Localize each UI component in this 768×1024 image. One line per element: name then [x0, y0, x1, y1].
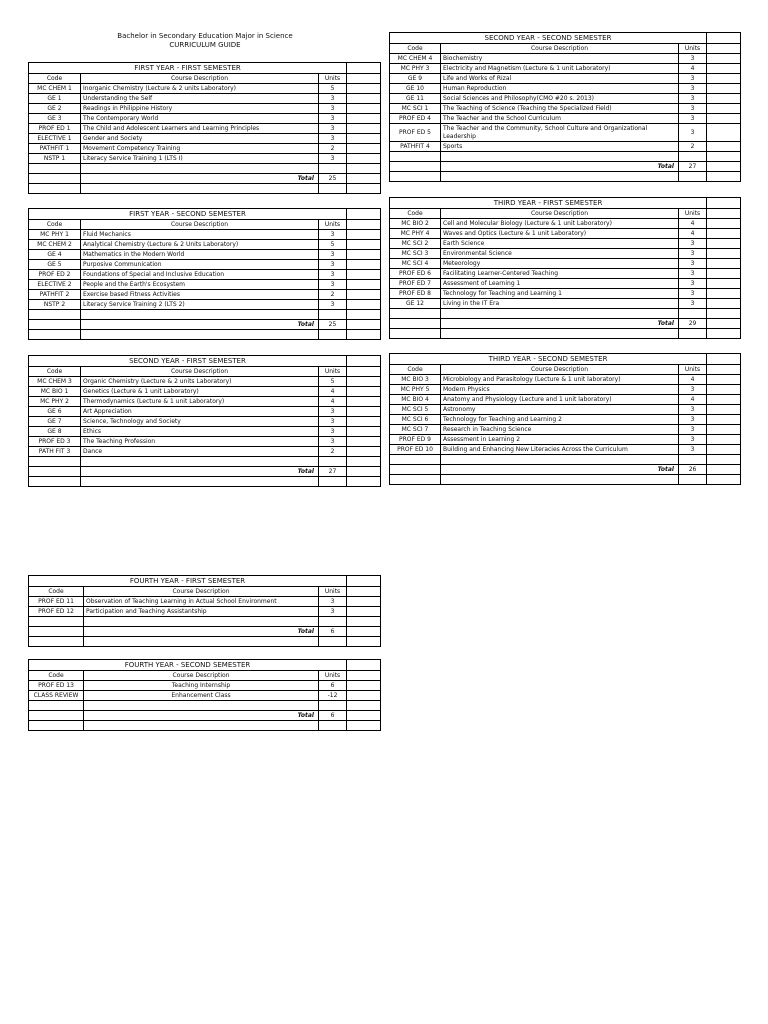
course-units: 3	[679, 385, 707, 395]
course-description: The Child and Adolescent Learners and Learning Principles	[81, 124, 319, 134]
col-header-description: Course Description	[441, 365, 679, 375]
semester-title: FOURTH YEAR - SECOND SEMESTER	[29, 660, 347, 671]
course-units: 4	[679, 395, 707, 405]
course-description: Mathematics in the Modern World	[81, 250, 319, 260]
course-units: 3	[679, 239, 707, 249]
course-code: GE 5	[29, 260, 81, 270]
table-row	[29, 437, 381, 447]
course-units: 3	[679, 435, 707, 445]
total-units: 29	[679, 319, 707, 329]
course-code: MC CHEM 1	[29, 84, 81, 94]
table-row	[29, 114, 381, 124]
course-code: PROF ED 8	[390, 289, 441, 299]
course-units: 3	[319, 427, 347, 437]
col-header-description: Course Description	[81, 367, 319, 377]
course-description: Anatomy and Physiology (Lecture and 1 unit laboratory)	[441, 395, 679, 405]
total-units: 6	[319, 711, 347, 721]
course-units: 3	[319, 114, 347, 124]
table-row	[29, 300, 381, 310]
semester-title: THIRD YEAR - FIRST SEMESTER	[390, 198, 707, 209]
course-units: 3	[319, 597, 347, 607]
course-units: 3	[319, 250, 347, 260]
course-units: 3	[679, 124, 707, 142]
col-header-code: Code	[29, 587, 84, 597]
course-code: GE 3	[29, 114, 81, 124]
course-code: ELECTIVE 2	[29, 280, 81, 290]
table-row	[390, 385, 741, 395]
course-code: MC SCI 1	[390, 104, 441, 114]
course-description: Literacy Service Training 2 (LTS 2)	[81, 300, 319, 310]
total-row	[390, 162, 741, 172]
course-description: The Teaching of Science (Teaching the Specialized Field)	[441, 104, 679, 114]
col-header-description: Course Description	[441, 44, 679, 54]
course-code: PROF ED 12	[29, 607, 84, 617]
table-row	[390, 435, 741, 445]
table-row	[29, 681, 381, 691]
course-description: The Teacher and the School Curriculum	[441, 114, 679, 124]
course-code: PATH FIT 3	[29, 447, 81, 457]
course-units: 3	[319, 134, 347, 144]
course-units: 3	[319, 270, 347, 280]
course-units: 3	[679, 54, 707, 64]
table-row	[29, 377, 381, 387]
semester-title: SECOND YEAR - SECOND SEMESTER	[390, 33, 707, 44]
course-units: 2	[319, 290, 347, 300]
table-row	[390, 299, 741, 309]
table-row	[29, 397, 381, 407]
course-code: PROF ED 10	[390, 445, 441, 455]
course-units: 3	[319, 104, 347, 114]
course-description: Art Appreciation	[81, 407, 319, 417]
course-units: -12	[319, 691, 347, 701]
course-units: 3	[679, 279, 707, 289]
table-row	[390, 445, 741, 455]
course-description: Modern Physics	[441, 385, 679, 395]
course-units: 4	[679, 219, 707, 229]
table-row	[29, 597, 381, 607]
course-description: Participation and Teaching Assistantship	[84, 607, 319, 617]
course-code: GE 9	[390, 74, 441, 84]
semester-title: THIRD YEAR - SECOND SEMESTER	[390, 354, 707, 365]
course-units: 3	[319, 407, 347, 417]
table-row	[390, 219, 741, 229]
course-description: Microbiology and Parasitology (Lecture & 1 unit laboratory)	[441, 375, 679, 385]
table-row	[29, 280, 381, 290]
course-code: MC BIO 3	[390, 375, 441, 385]
course-code: MC PHY 5	[390, 385, 441, 395]
table-row	[29, 270, 381, 280]
course-units: 3	[679, 114, 707, 124]
col-header-code: Code	[29, 74, 81, 84]
document-header	[30, 32, 380, 50]
course-code: PROF ED 5	[390, 124, 441, 142]
course-code: PROF ED 9	[390, 435, 441, 445]
table-row	[29, 144, 381, 154]
course-units: 4	[679, 64, 707, 74]
course-description: Assessment in Learning 2	[441, 435, 679, 445]
course-units: 3	[319, 417, 347, 427]
table-row	[390, 229, 741, 239]
table-row	[390, 425, 741, 435]
total-row	[29, 174, 381, 184]
course-code: GE 11	[390, 94, 441, 104]
course-units: 3	[319, 280, 347, 290]
total-row	[29, 711, 381, 721]
course-code: MC SCI 6	[390, 415, 441, 425]
course-description: Fluid Mechanics	[81, 230, 319, 240]
col-header-units: Units	[319, 587, 347, 597]
course-description: Biochemistry	[441, 54, 679, 64]
course-units: 3	[319, 94, 347, 104]
course-description: Astronomy	[441, 405, 679, 415]
table-row	[390, 124, 741, 142]
course-units: 4	[319, 397, 347, 407]
course-description: Human Reproduction	[441, 84, 679, 94]
table-row	[29, 250, 381, 260]
course-description: Sports	[441, 142, 679, 152]
course-description: Earth Science	[441, 239, 679, 249]
course-units: 4	[679, 375, 707, 385]
col-header-description: Course Description	[441, 209, 679, 219]
course-units: 3	[679, 425, 707, 435]
course-units: 3	[319, 260, 347, 270]
course-code: MC CHEM 3	[29, 377, 81, 387]
course-description: Social Sciences and Philosophy(CMO #20 s. 2013)	[441, 94, 679, 104]
total-row	[29, 320, 381, 330]
table-row	[29, 154, 381, 164]
semester-title: FIRST YEAR - SECOND SEMESTER	[29, 209, 347, 220]
course-units: 5	[319, 240, 347, 250]
col-header-units: Units	[319, 671, 347, 681]
course-code: MC SCI 2	[390, 239, 441, 249]
course-description: Movement Competency Training	[81, 144, 319, 154]
course-description: Technology for Teaching and Learning 1	[441, 289, 679, 299]
table-row	[390, 415, 741, 425]
course-units: 3	[319, 124, 347, 134]
table-row	[29, 387, 381, 397]
course-description: Genetics (Lecture & 1 unit Laboratory)	[81, 387, 319, 397]
course-units: 3	[679, 415, 707, 425]
col-header-units: Units	[679, 365, 707, 375]
table-row	[390, 142, 741, 152]
course-code: MC BIO 1	[29, 387, 81, 397]
total-units: 27	[319, 467, 347, 477]
course-units: 3	[679, 445, 707, 455]
course-code: CLASS REVIEW	[29, 691, 84, 701]
table-row	[390, 114, 741, 124]
course-code: ELECTIVE 1	[29, 134, 81, 144]
table-row	[390, 259, 741, 269]
course-description: Analytical Chemistry (Lecture & 2 Units Laboratory)	[81, 240, 319, 250]
course-code: MC PHY 2	[29, 397, 81, 407]
table-row	[390, 279, 741, 289]
course-description: Meteorology	[441, 259, 679, 269]
program-title: Bachelor in Secondary Education Major in Science	[117, 32, 293, 40]
table-row	[390, 395, 741, 405]
col-header-description: Course Description	[81, 74, 319, 84]
total-label: Total	[81, 320, 319, 330]
course-units: 3	[679, 94, 707, 104]
course-code: GE 6	[29, 407, 81, 417]
semester-title: FIRST YEAR - FIRST SEMESTER	[29, 63, 347, 74]
course-code: MC SCI 7	[390, 425, 441, 435]
course-units: 3	[679, 269, 707, 279]
col-header-code: Code	[29, 671, 84, 681]
course-description: Facilitating Learner-Centered Teaching	[441, 269, 679, 279]
course-description: Literacy Service Training 1 (LTS I)	[81, 154, 319, 164]
table-fourth-year-first-semester	[28, 575, 381, 647]
course-code: NSTP 1	[29, 154, 81, 164]
table-row	[390, 84, 741, 94]
course-code: MC SCI 5	[390, 405, 441, 415]
table-row	[29, 290, 381, 300]
course-description: Organic Chemistry (Lecture & 2 units Laboratory)	[81, 377, 319, 387]
course-code: PROF ED 6	[390, 269, 441, 279]
table-third-year-second-semester	[389, 353, 741, 485]
course-description: Cell and Molecular Biology (Lecture & 1 unit Laboratory)	[441, 219, 679, 229]
course-description: Purposive Communication	[81, 260, 319, 270]
table-row	[390, 289, 741, 299]
course-units: 2	[319, 144, 347, 154]
table-row	[29, 447, 381, 457]
table-row	[390, 94, 741, 104]
course-code: GE 4	[29, 250, 81, 260]
table-row	[390, 74, 741, 84]
table-row	[390, 54, 741, 64]
total-units: 25	[319, 174, 347, 184]
course-code: GE 8	[29, 427, 81, 437]
course-code: GE 2	[29, 104, 81, 114]
col-header-description: Course Description	[84, 587, 319, 597]
table-row	[390, 64, 741, 74]
course-units: 3	[319, 230, 347, 240]
col-header-units: Units	[679, 209, 707, 219]
table-row	[29, 84, 381, 94]
course-description: Electricity and Magnetism (Lecture & 1 unit Laboratory)	[441, 64, 679, 74]
course-code: PROF ED 7	[390, 279, 441, 289]
table-first-year-first-semester	[28, 62, 381, 194]
course-description: Inorganic Chemistry (Lecture & 2 units Laboratory)	[81, 84, 319, 94]
course-description: Life and Works of Rizal	[441, 74, 679, 84]
table-row	[29, 104, 381, 114]
course-description: Dance	[81, 447, 319, 457]
col-header-description: Course Description	[81, 220, 319, 230]
course-units: 4	[319, 387, 347, 397]
course-description: Foundations of Special and Inclusive Education	[81, 270, 319, 280]
table-row	[29, 427, 381, 437]
table-row	[390, 104, 741, 114]
course-description: Assessment of Learning 1	[441, 279, 679, 289]
course-code: MC PHY 1	[29, 230, 81, 240]
course-code: GE 10	[390, 84, 441, 94]
course-description: Enhancement Class	[84, 691, 319, 701]
total-units: 27	[679, 162, 707, 172]
col-header-units: Units	[319, 74, 347, 84]
course-code: MC SCI 4	[390, 259, 441, 269]
course-units: 3	[679, 104, 707, 114]
table-row	[29, 94, 381, 104]
course-units: 3	[679, 299, 707, 309]
total-units: 25	[319, 320, 347, 330]
course-units: 3	[319, 437, 347, 447]
course-description: Living in the IT Era	[441, 299, 679, 309]
course-units: 3	[679, 74, 707, 84]
col-header-code: Code	[29, 367, 81, 377]
course-units: 3	[319, 607, 347, 617]
total-row	[29, 467, 381, 477]
semester-title: SECOND YEAR - FIRST SEMESTER	[29, 356, 347, 367]
table-row	[29, 691, 381, 701]
course-description: Readings in Philippine History	[81, 104, 319, 114]
table-fourth-year-second-semester	[28, 659, 381, 731]
col-header-units: Units	[319, 220, 347, 230]
course-description: Science, Technology and Society	[81, 417, 319, 427]
course-units: 2	[319, 447, 347, 457]
course-description: Environmental Science	[441, 249, 679, 259]
course-description: People and the Earth's Ecosystem	[81, 280, 319, 290]
course-code: PATHFIT 4	[390, 142, 441, 152]
col-header-units: Units	[679, 44, 707, 54]
course-code: GE 7	[29, 417, 81, 427]
total-label: Total	[84, 711, 319, 721]
course-description: Technology for Teaching and Learning 2	[441, 415, 679, 425]
table-row	[390, 405, 741, 415]
course-code: MC BIO 2	[390, 219, 441, 229]
course-description: Research in Teaching Science	[441, 425, 679, 435]
table-row	[29, 417, 381, 427]
course-code: MC CHEM 4	[390, 54, 441, 64]
course-code: PROF ED 11	[29, 597, 84, 607]
total-row	[390, 465, 741, 475]
total-label: Total	[441, 465, 679, 475]
course-code: GE 1	[29, 94, 81, 104]
table-row	[390, 375, 741, 385]
course-description: Gender and Society	[81, 134, 319, 144]
total-label: Total	[84, 627, 319, 637]
course-description: Understanding the Self	[81, 94, 319, 104]
course-units: 5	[319, 84, 347, 94]
course-description: The Teaching Profession	[81, 437, 319, 447]
course-code: PROF ED 1	[29, 124, 81, 134]
course-description: Ethics	[81, 427, 319, 437]
course-units: 3	[679, 84, 707, 94]
col-header-code: Code	[390, 209, 441, 219]
col-header-description: Course Description	[84, 671, 319, 681]
total-label: Total	[81, 174, 319, 184]
col-header-code: Code	[29, 220, 81, 230]
course-description: Exercise based Fitness Activities	[81, 290, 319, 300]
curriculum-guide-label: CURRICULUM GUIDE	[169, 41, 241, 49]
table-row	[29, 124, 381, 134]
total-units: 26	[679, 465, 707, 475]
course-description: Teaching Internship	[84, 681, 319, 691]
table-third-year-first-semester	[389, 197, 741, 339]
col-header-units: Units	[319, 367, 347, 377]
course-description: Observation of Teaching Learning in Actual School Environment	[84, 597, 319, 607]
course-units: 3	[679, 289, 707, 299]
course-code: PROF ED 13	[29, 681, 84, 691]
course-units: 3	[319, 300, 347, 310]
total-row	[390, 319, 741, 329]
table-row	[29, 260, 381, 270]
course-code: PROF ED 3	[29, 437, 81, 447]
course-description: The Teacher and the Community, School Culture and Organizational Leadership	[441, 124, 679, 142]
course-description: Waves and Optics (Lecture & 1 unit Laboratory)	[441, 229, 679, 239]
table-row	[29, 240, 381, 250]
course-units: 2	[679, 142, 707, 152]
table-row	[390, 249, 741, 259]
col-header-code: Code	[390, 44, 441, 54]
col-header-code: Code	[390, 365, 441, 375]
table-first-year-second-semester	[28, 208, 381, 340]
course-units: 4	[679, 229, 707, 239]
table-row	[390, 269, 741, 279]
course-units: 5	[319, 377, 347, 387]
course-code: PROF ED 2	[29, 270, 81, 280]
total-units: 6	[319, 627, 347, 637]
total-row	[29, 627, 381, 637]
total-label: Total	[441, 162, 679, 172]
course-code: MC SCI 3	[390, 249, 441, 259]
table-row	[29, 607, 381, 617]
course-description: The Contemporary World	[81, 114, 319, 124]
table-row	[390, 239, 741, 249]
course-units: 6	[319, 681, 347, 691]
course-units: 3	[679, 259, 707, 269]
course-description: Building and Enhancing New Literacies Across the Curriculum	[441, 445, 679, 455]
course-code: NSTP 2	[29, 300, 81, 310]
course-units: 3	[679, 405, 707, 415]
course-code: MC CHEM 2	[29, 240, 81, 250]
table-second-year-first-semester	[28, 355, 381, 487]
course-description: Thermodynamics (Lecture & 1 unit Laboratory)	[81, 397, 319, 407]
table-row	[29, 230, 381, 240]
course-code: MC PHY 3	[390, 64, 441, 74]
semester-title: FOURTH YEAR - FIRST SEMESTER	[29, 576, 347, 587]
course-code: MC PHY 4	[390, 229, 441, 239]
course-code: PATHFIT 1	[29, 144, 81, 154]
table-row	[29, 407, 381, 417]
course-code: MC BIO 4	[390, 395, 441, 405]
course-units: 3	[679, 249, 707, 259]
table-second-year-second-semester	[389, 32, 741, 182]
course-units: 3	[319, 154, 347, 164]
course-code: PATHFIT 2	[29, 290, 81, 300]
table-row	[29, 134, 381, 144]
course-code: PROF ED 4	[390, 114, 441, 124]
course-code: GE 12	[390, 299, 441, 309]
total-label: Total	[81, 467, 319, 477]
total-label: Total	[441, 319, 679, 329]
